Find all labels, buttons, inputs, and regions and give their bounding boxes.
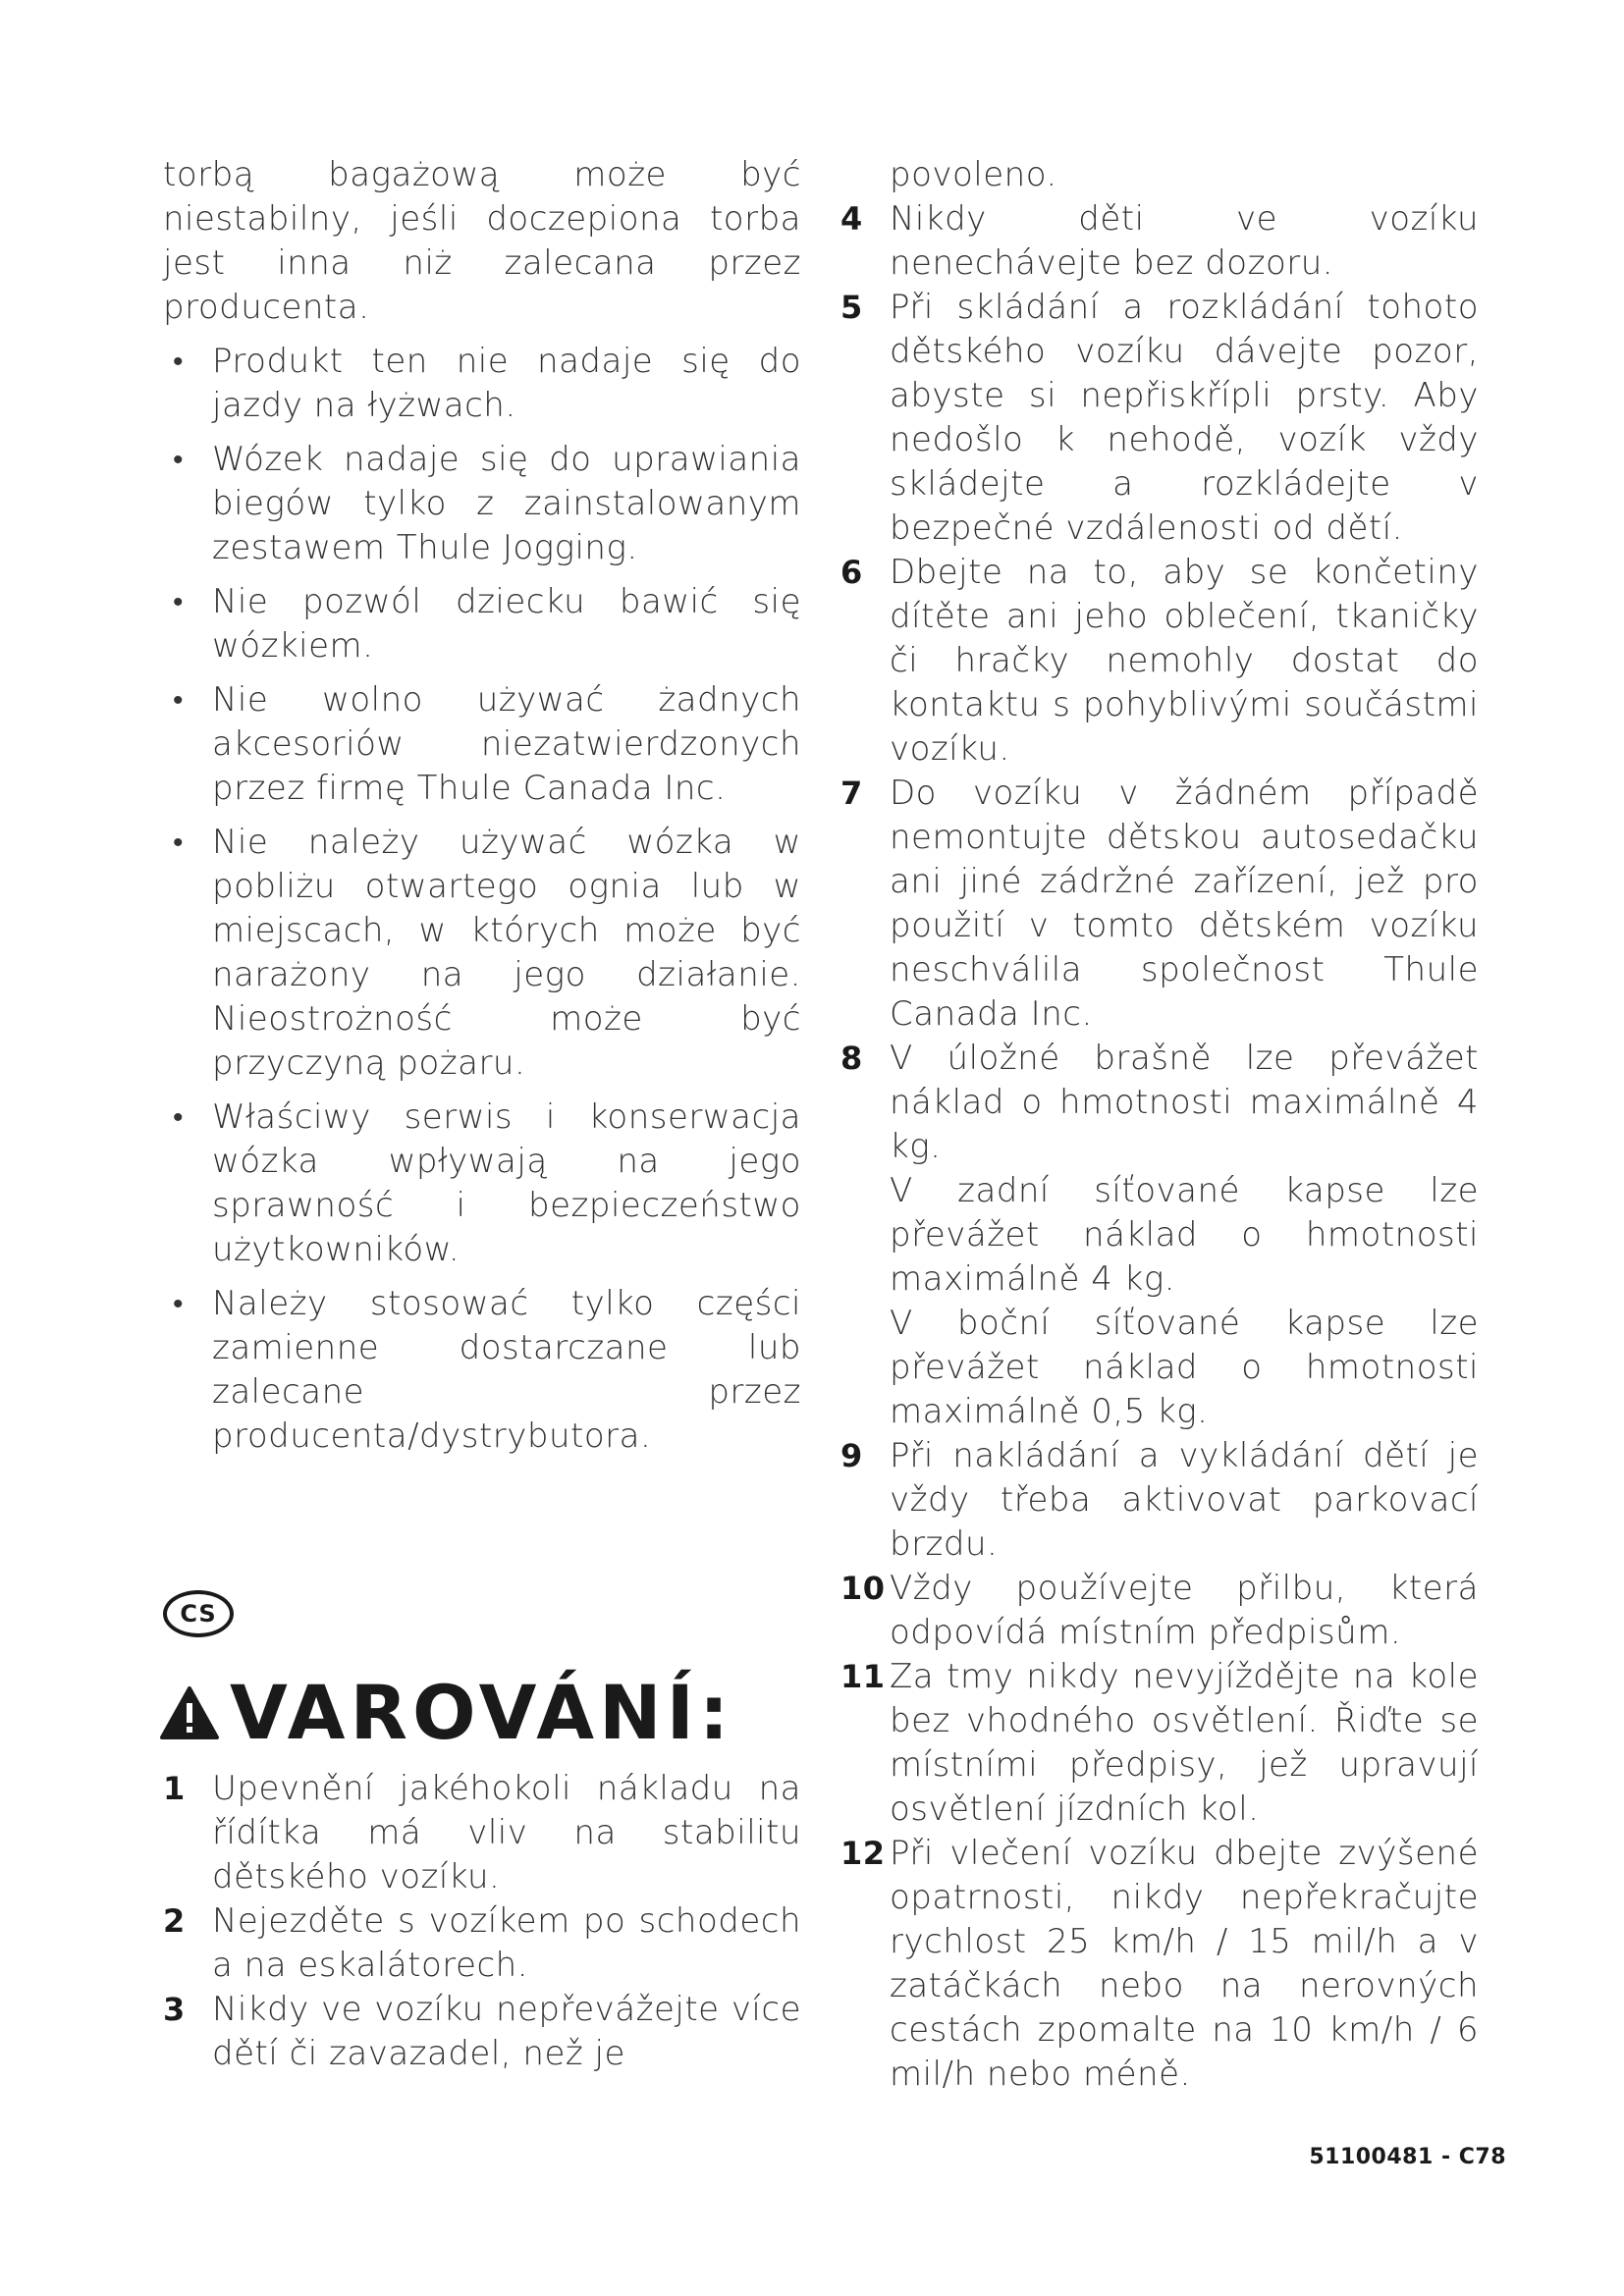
list-item: 7 Do vozíku v žádném případě nemontujte dětskou autosedačku ani jiné zádržné zařízení, jež pro použití v tomto dětském vozíku neschválila společnost Thule Canada Inc. xyxy=(840,774,1479,1034)
item-number: 4 xyxy=(840,200,863,238)
footer-code: 51100481 - C78 xyxy=(1309,2145,1506,2169)
item-number: 3 xyxy=(163,1991,186,2028)
list-item: • Nie należy używać wózka w pobliżu otwartego ognia lub w miejscach, w których może być narażony na jego działanie. Nieostrożność może być przyczyną pożaru. xyxy=(173,823,801,1083)
item-extra-line: V boční síťované kapse lze převážet náklad o hmotnosti maximálně 0,5 kg. xyxy=(890,1304,1479,1431)
warnings-left-list xyxy=(163,1767,801,2076)
bullet-icon: • xyxy=(173,443,185,477)
item-number: 11 xyxy=(840,1658,886,1695)
item-number: 6 xyxy=(840,554,863,591)
bullet-icon: • xyxy=(173,345,185,379)
list-item: • Wózek nadaje się do uprawiania biegów tylko z zainstalowanym zestawem Thule Jogging. xyxy=(173,440,801,567)
list-item: • Właściwy serwis i konserwacja wózka wpływają na jego sprawność i bezpieczeństwo użytkowników. xyxy=(173,1097,801,1269)
page-title: VAROVÁNÍ: xyxy=(230,1669,734,1756)
item-number: 9 xyxy=(840,1437,863,1474)
list-item: • Należy stosować tylko części zamienne dostarczane lub zalecane przez producenta/dystrybutora. xyxy=(173,1284,801,1456)
item-number: 1 xyxy=(163,1770,186,1807)
bullet-icon: • xyxy=(173,1287,185,1321)
language-badge: CS xyxy=(163,1590,234,1637)
list-item: 10 Vždy používejte přilbu, která odpovídá místním předpisům. xyxy=(840,1569,1479,1652)
list-item: • Nie pozwól dziecku bawić się wózkiem. xyxy=(173,582,801,666)
list-item: 6 Dbejte na to, aby se končetiny dítěte ani jeho oblečení, tkaničky či hračky nemohly dostat do kontaktu s pohyblivými součástmi vozíku. xyxy=(840,553,1479,769)
intro-continuation: torbą bagażową może być niestabilny, jeśli doczepiona torba jest inna niż zalecana przez producenta. xyxy=(163,155,801,327)
list-item: 12 Při vlečení vozíku dbejte zvýšené opatrnosti, nikdy nepřekračujte rychlost 25 km/h / 15 mil/h a v zatáčkách nebo na nerovných cestách zpomalte na 10 km/h / 6 mil/h nebo méně. xyxy=(840,1834,1479,2094)
item-number: 7 xyxy=(840,774,863,812)
right-continuation: povoleno. xyxy=(890,155,1057,194)
bullet-icon: • xyxy=(173,683,185,718)
item-extra-line: V zadní síťované kapse lze převážet náklad o hmotnosti maximálně 4 kg. xyxy=(890,1171,1479,1299)
list-item: • Produkt ten nie nadaje się do jazdy na łyżwach. xyxy=(173,342,801,425)
bullet-list xyxy=(163,340,801,1459)
item-number: 2 xyxy=(163,1902,186,1940)
item-number: 12 xyxy=(840,1835,886,1872)
item-number: 5 xyxy=(840,289,863,326)
bullet-icon: • xyxy=(173,1100,185,1135)
left-column xyxy=(163,153,801,1459)
warning-triangle-icon xyxy=(159,1685,220,1740)
list-item: 4 Nikdy děti ve vozíku nenechávejte bez dozoru. xyxy=(840,199,1479,283)
item-number: 8 xyxy=(840,1040,863,1077)
list-item: 8 V úložné brašně lze převážet náklad o hmotnosti maximálně 4 kg. V zadní síťované kapse lze převážet náklad o hmotnosti maximálně 4 kg. V boční síťované kapse lze převážet náklad o hmotnosti maximálně 0,5 kg. xyxy=(840,1037,1479,1434)
list-item: 1 Upevnění jakéhokoli nákladu na řídítka má vliv na stabilitu dětského vozíku. xyxy=(163,1769,801,1896)
list-item: 5 Při skládání a rozkládání tohoto dětského vozíku dávejte pozor, abyste si nepřiskřípli prsty. Aby nedošlo k nehodě, vozík vždy skládejte a rozkládejte v bezpečné vzdálenosti od dětí. xyxy=(840,288,1479,548)
item-number: 10 xyxy=(840,1570,886,1607)
list-item: • Nie wolno używać żadnych akcesoriów niezatwierdzonych przez firmę Thule Canada Inc. xyxy=(173,680,801,808)
bullet-icon: • xyxy=(173,585,185,619)
list-item: 3 Nikdy ve vozíku nepřevážejte více dětí či zavazadel, než je xyxy=(163,1990,801,2073)
bullet-icon: • xyxy=(173,826,185,860)
list-item: 2 Nejezděte s vozíkem po schodech a na eskalátorech. xyxy=(163,1901,801,1985)
warnings-right-list xyxy=(840,197,1479,2097)
right-column xyxy=(840,153,1528,2097)
list-item: 9 Při nakládání a vykládání dětí je vždy třeba aktivovat parkovací brzdu. xyxy=(840,1436,1479,1564)
warning-heading xyxy=(159,1669,733,1757)
list-item: 11 Za tmy nikdy nevyjíždějte na kole bez vhodného osvětlení. Řiďte se místními předpisy, jež upravují osvětlení jízdních kol. xyxy=(840,1657,1479,1829)
